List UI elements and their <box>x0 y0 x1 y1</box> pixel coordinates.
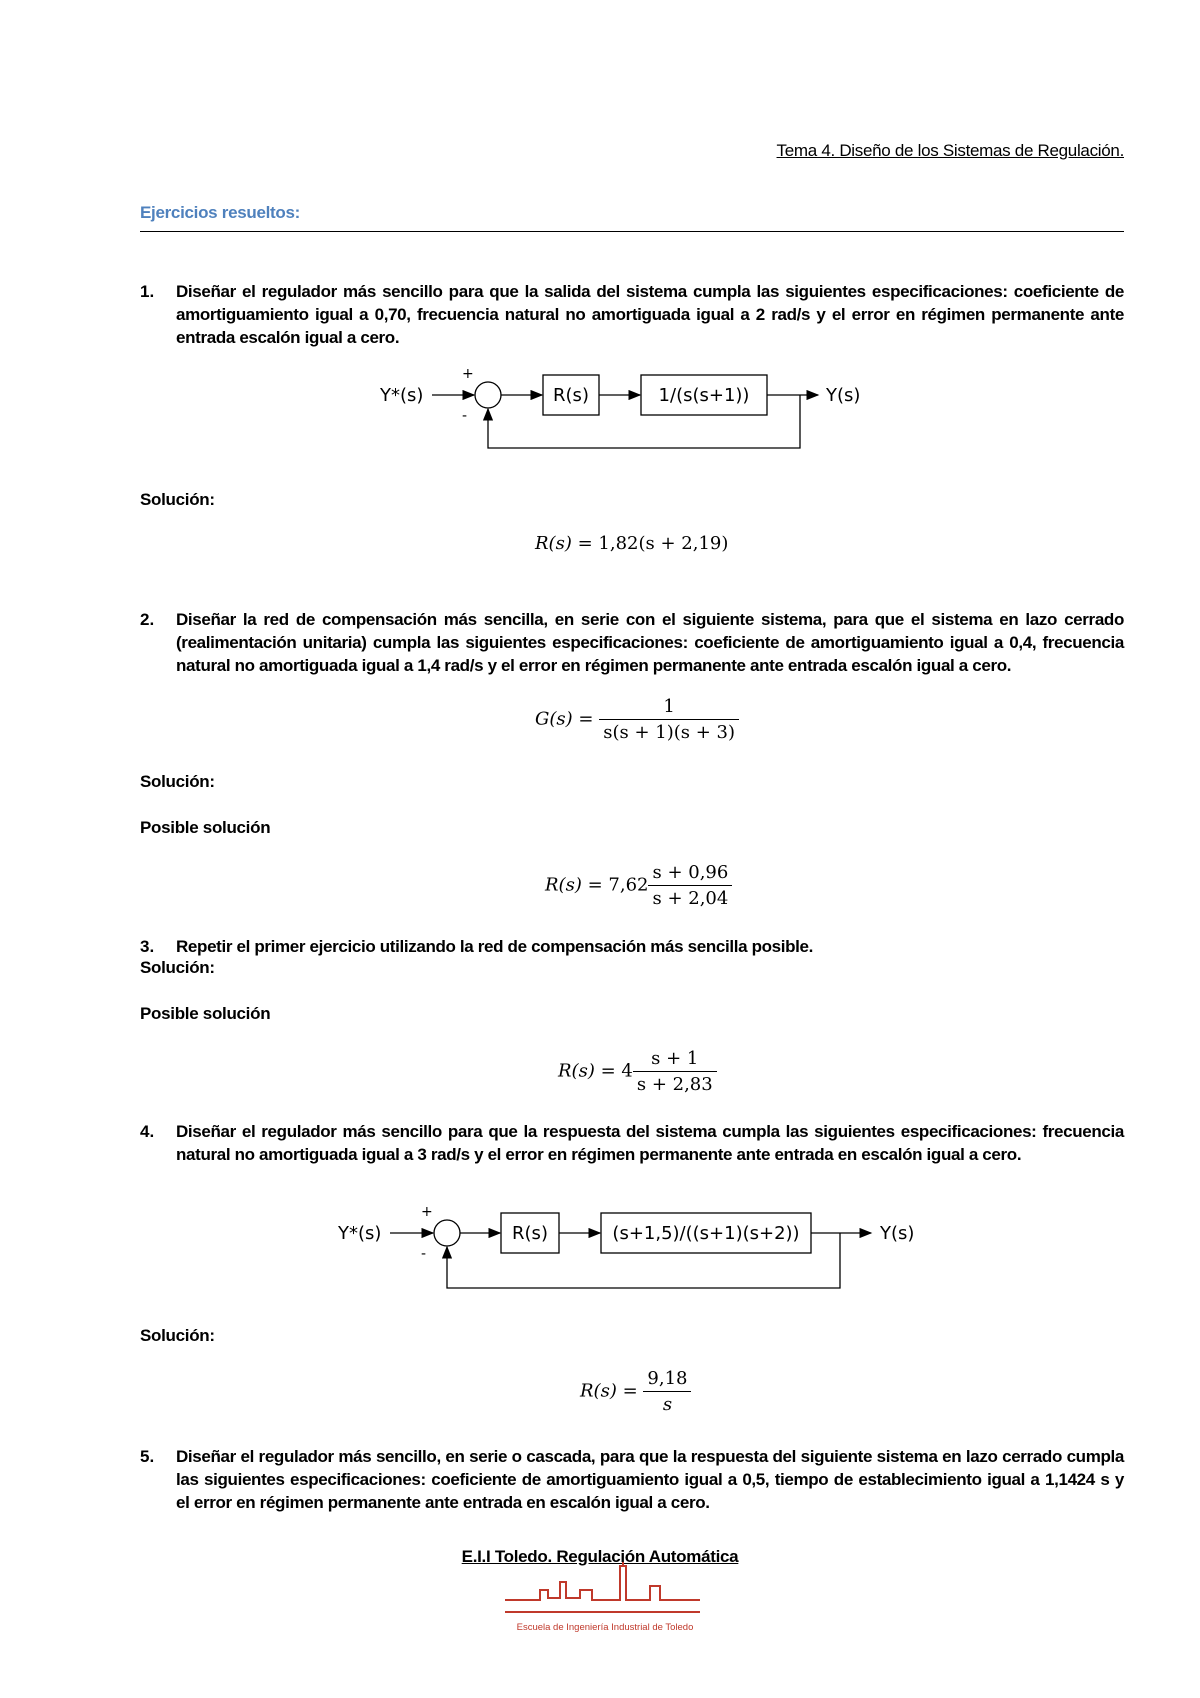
eq-sign: = <box>622 1380 638 1402</box>
possible-solution-label-3: Posible solución <box>140 1004 271 1023</box>
diagram-minus-sign: - <box>421 1246 427 1262</box>
possible-solution-label-2: Posible solución <box>140 818 271 837</box>
eq-lhs: G(s) <box>535 708 573 730</box>
exercise-1 <box>140 280 1124 349</box>
exercise-text: Diseñar el regulador más sencillo, en serie o cascada, para que la respuesta del siguiente sistema en lazo cerrado cumpla las siguientes especificaciones: coeficiente de amortiguamiento igual a 0,5, tiempo de establecimiento igual a 1,1424 s y el error en régimen permanente ante entrada en escalón igual a cero. <box>176 1447 1124 1512</box>
exercise-5 <box>140 1445 1124 1514</box>
eq-numerator: s + 1 <box>633 1048 717 1072</box>
eq-rhs: 1,82(s + 2,19) <box>598 533 729 554</box>
solution-label-4: Solución: <box>140 1326 215 1345</box>
summing-junction <box>434 1220 460 1246</box>
section-divider <box>140 231 1124 232</box>
solution-label-1: Solución: <box>140 490 215 509</box>
exercise-text: Repetir el primer ejercicio utilizando la red de compensación más sencilla posible. <box>176 937 814 956</box>
eq-fraction <box>648 862 732 909</box>
eq-denominator: s(s + 1)(s + 3) <box>603 722 735 743</box>
eq-denominator: s + 2,83 <box>636 1074 713 1095</box>
eq-lhs: R(s) <box>580 1380 617 1402</box>
page-header: Tema 4. Diseño de los Sistemas de Regulación. <box>776 141 1124 160</box>
logo-caption: Escuela de Ingeniería Industrial de Toledo <box>516 1622 694 1633</box>
eq-sign: = <box>578 708 594 730</box>
block-diagram-4 <box>328 1200 948 1300</box>
diagram-input-label: Y*(s) <box>338 1223 382 1244</box>
exercise-text: Diseñar el regulador más sencillo para que la respuesta del sistema cumpla las siguientes especificaciones: frecuencia natural no amortiguada igual a 3 rad/s y el error en régimen permanente ante entrada en escalón igual a cero. <box>176 1122 1124 1164</box>
exercise-number: 4. <box>140 1122 155 1141</box>
plant-label: (s+1,5)/((s+1)(s+2)) <box>612 1223 800 1244</box>
exercise-3 <box>140 935 1124 958</box>
diagram-minus-sign: - <box>462 408 468 424</box>
eq-gain: 4 <box>621 1060 633 1082</box>
eq-fraction <box>633 1048 717 1095</box>
diagram-output-label: Y(s) <box>826 385 861 406</box>
controller-label: R(s) <box>553 385 589 406</box>
equation-3 <box>545 862 732 909</box>
exercise-number: 3. <box>140 937 155 956</box>
eq-fraction <box>643 1368 691 1415</box>
eq-sign: = <box>600 1060 616 1082</box>
eq-sign: = <box>587 874 603 896</box>
plant-label: 1/(s(s+1)) <box>658 385 750 406</box>
controller-label: R(s) <box>512 1223 548 1244</box>
exercise-text: Diseñar la red de compensación más sencilla, en serie con el siguiente sistema, para que el sistema en lazo cerrado (realimentación unitaria) cumpla las siguientes especificaciones: coeficiente de amortiguamiento igual a 0,4, frecuencia natural no amortiguada igual a 1,4 rad/s y el error en régimen permanente ante entrada escalón igual a cero. <box>176 610 1124 675</box>
eq-numerator: 9,18 <box>643 1368 691 1392</box>
school-logo <box>500 1560 710 1642</box>
exercise-4 <box>140 1120 1124 1166</box>
eq-gain: 7,62 <box>608 874 649 896</box>
eq-denominator: s + 2,04 <box>652 888 729 909</box>
eq-lhs: R(s) <box>545 874 582 896</box>
eq-denominator: s <box>662 1394 673 1415</box>
exercise-number: 2. <box>140 610 155 629</box>
exercise-text: Diseñar el regulador más sencillo para que la salida del sistema cumpla las siguientes especificaciones: coeficiente de amortiguamiento igual a 0,70, frecuencia natural no amortiguada igual a 2 rad/s y el error en régimen permanente ante entrada escalón igual a cero. <box>176 282 1124 347</box>
summing-junction <box>475 382 501 408</box>
block-diagram-1 <box>370 364 890 464</box>
equation-2 <box>535 696 739 743</box>
eq-numerator: s + 0,96 <box>648 862 732 886</box>
diagram-input-label: Y*(s) <box>380 385 424 406</box>
feedback-path <box>488 395 800 448</box>
eq-lhs: R(s) <box>535 533 572 554</box>
eq-lhs: R(s) <box>558 1060 595 1082</box>
exercise-number: 5. <box>140 1447 155 1466</box>
eq-numerator: 1 <box>599 696 739 720</box>
exercise-2 <box>140 608 1124 677</box>
equation-1 <box>535 533 728 554</box>
exercise-number: 1. <box>140 282 155 301</box>
footer-title: E.I.I Toledo. Regulación Automática <box>461 1547 739 1566</box>
diagram-output-label: Y(s) <box>880 1223 915 1244</box>
diagram-plus-sign: + <box>421 1204 433 1220</box>
solution-label-2: Solución: <box>140 772 215 791</box>
diagram-plus-sign: + <box>462 366 474 382</box>
equation-4 <box>558 1048 717 1095</box>
eq-sign: = <box>577 533 593 554</box>
solution-label-3: Solución: <box>140 958 215 977</box>
section-title: Ejercicios resueltos: <box>140 203 300 222</box>
eq-fraction <box>599 696 739 743</box>
equation-5 <box>580 1368 691 1415</box>
